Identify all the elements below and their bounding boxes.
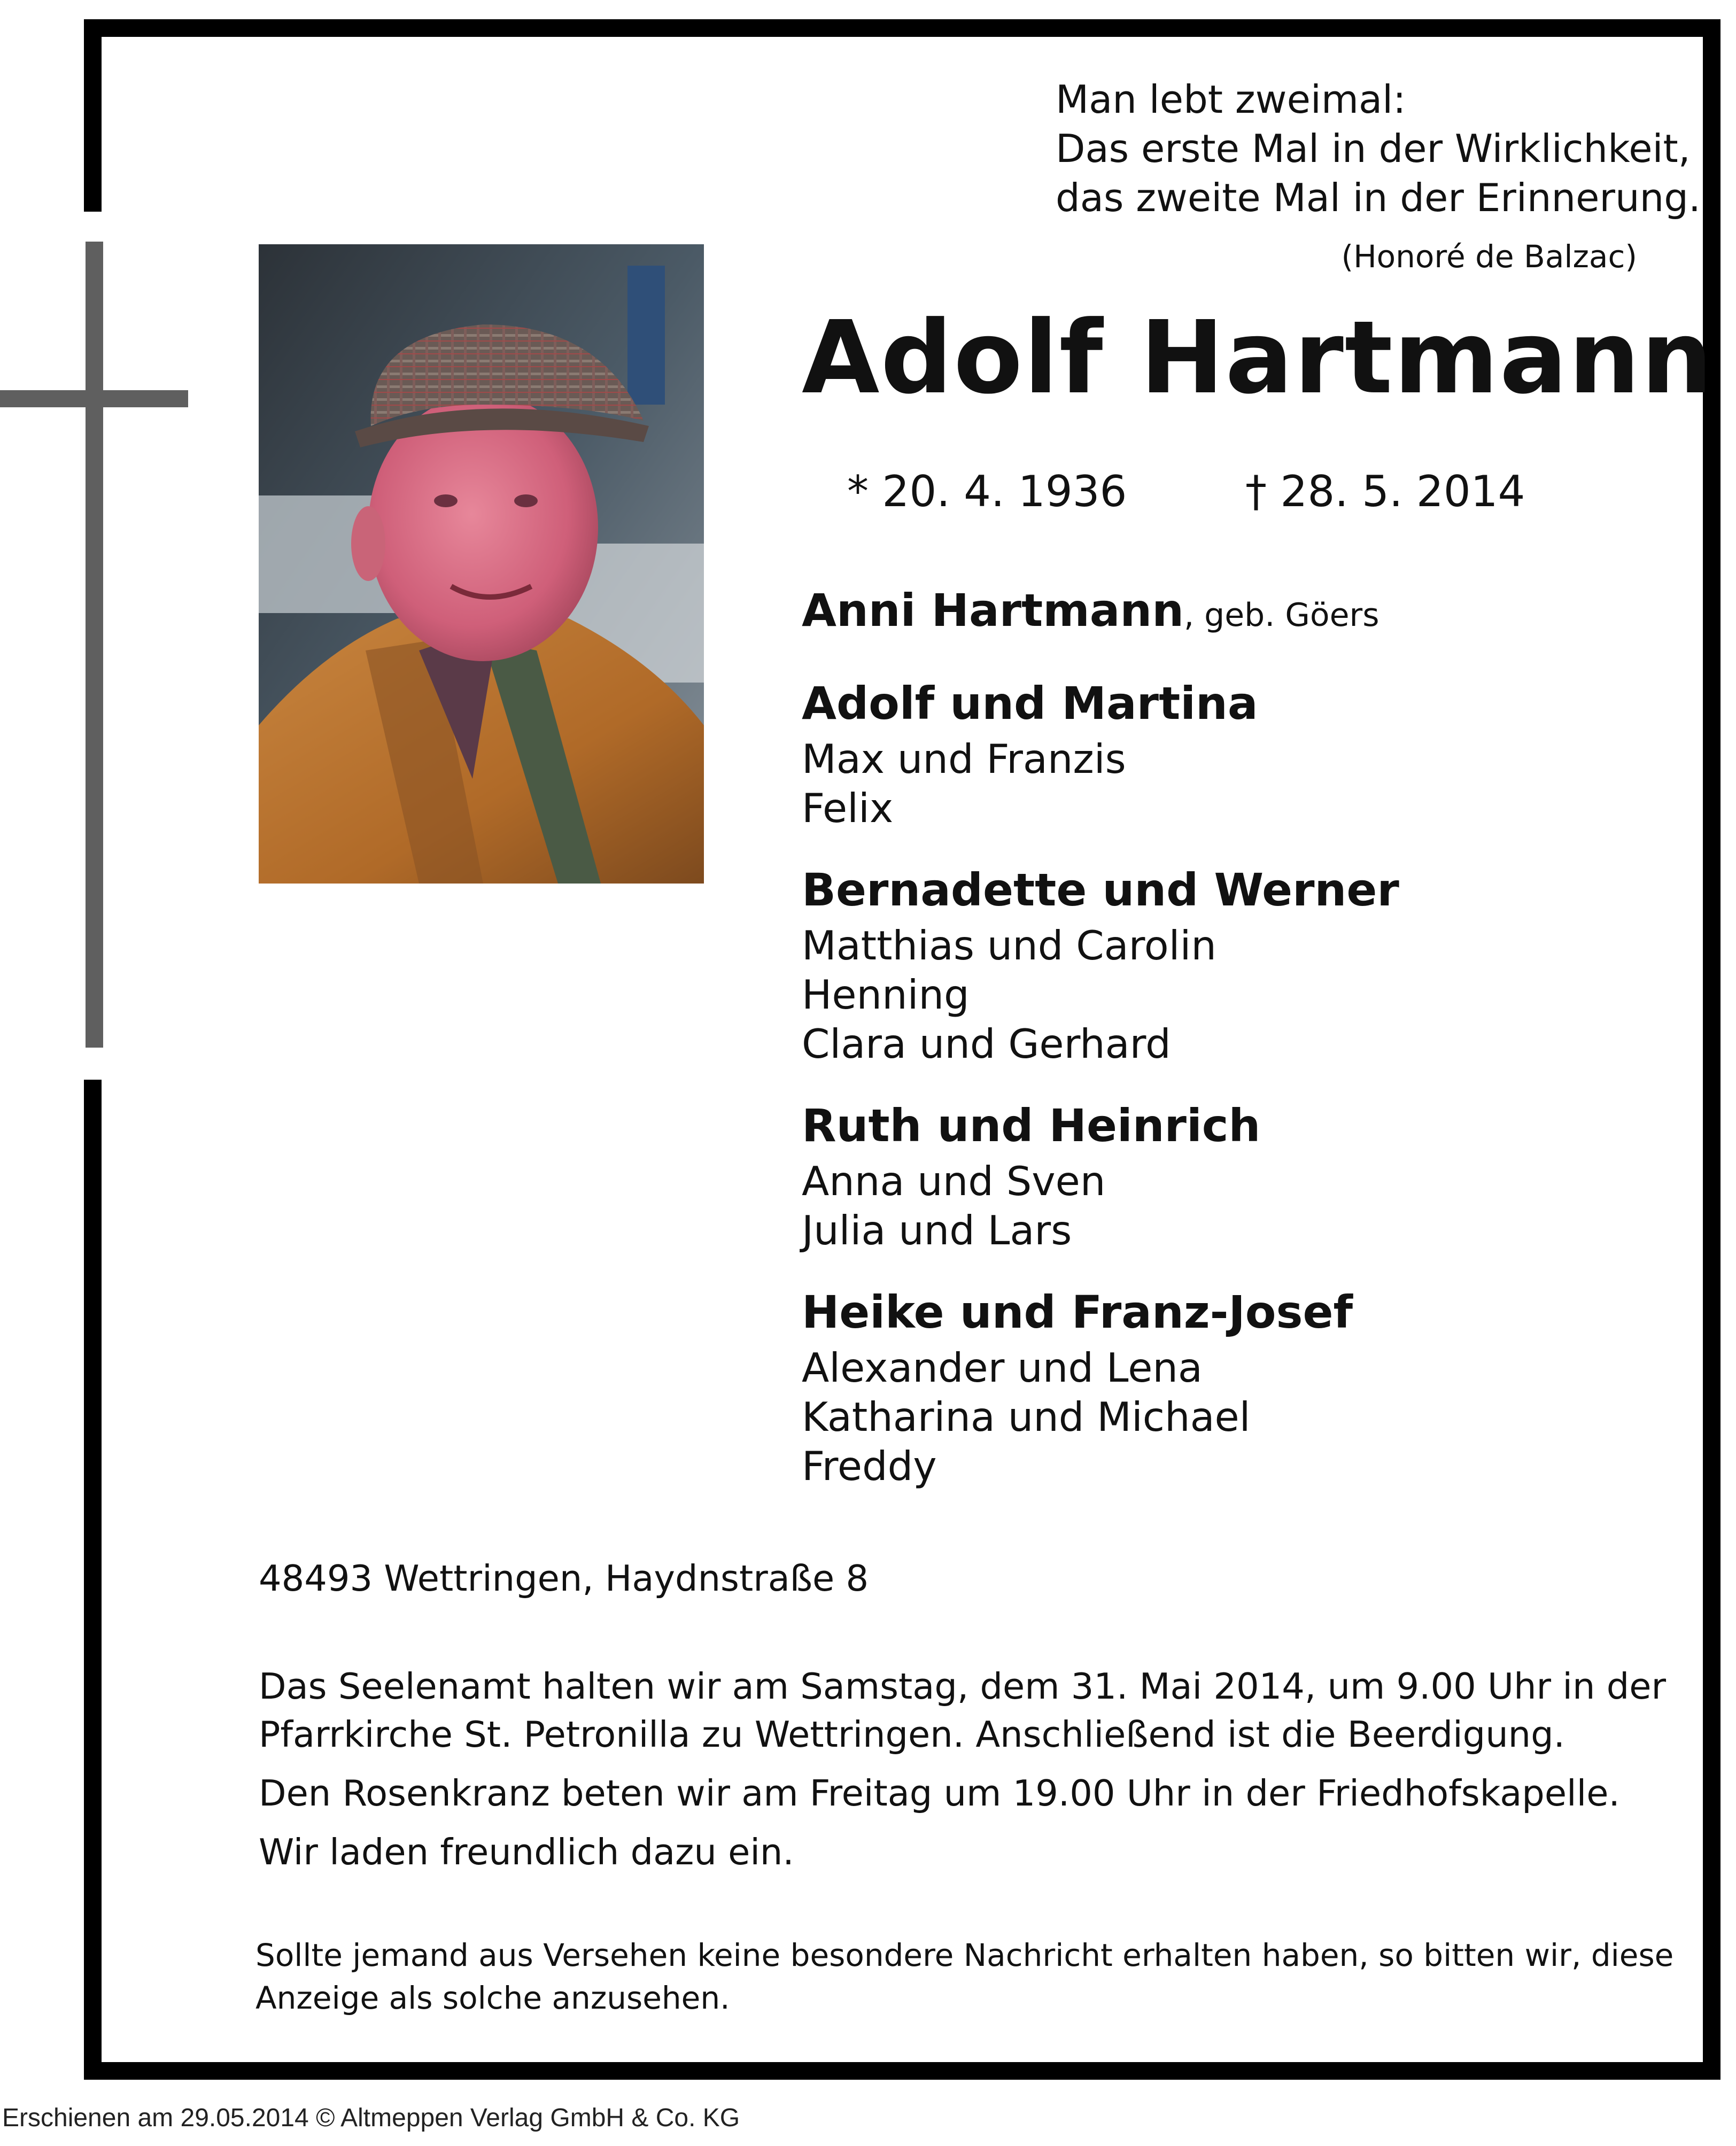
quote-line: Das erste Mal in der Wirklichkeit, [1056, 126, 1691, 171]
frame-top-border [84, 19, 1720, 37]
mass-info [259, 1662, 1670, 1758]
quote-author: (Honoré de Balzac) [1341, 238, 1637, 275]
family-group-head: Adolf und Martina [802, 677, 1258, 730]
family-group-head: Bernadette und Werner [802, 864, 1399, 916]
family-list [802, 580, 1657, 1517]
family-member: Felix [802, 785, 894, 832]
family-group-head: Heike und Franz-Josef [802, 1286, 1353, 1338]
family-group [802, 1095, 1657, 1255]
quote-line: Man lebt zweimal: [1056, 77, 1406, 122]
family-member: Katharina und Michael [802, 1393, 1251, 1440]
invitation-line: Wir laden freundlich dazu ein. [259, 1831, 794, 1873]
address: 48493 Wettringen, Haydnstraße 8 [259, 1558, 869, 1599]
family-group [802, 859, 1657, 1068]
notice-line: Sollte jemand aus Versehen keine besondere Nachricht erhalten haben, so bitten wir, diese [255, 1937, 1674, 1973]
widow [802, 580, 1657, 646]
widow-name: Anni Hartmann [802, 584, 1184, 637]
mass-info-line: Das Seelenamt halten wir am Samstag, dem 31. Mai 2014, um 9.00 Uhr in der [259, 1665, 1667, 1707]
cross-icon-horizontal-bar [0, 390, 188, 407]
rosary-info-line: Den Rosenkranz beten wir am Freitag um 19.00 Uhr in der Friedhofskapelle. [259, 1772, 1620, 1814]
frame-bottom-border [84, 2062, 1720, 2080]
family-member: Freddy [802, 1443, 937, 1490]
family-group-head: Ruth und Heinrich [802, 1099, 1261, 1152]
cross-icon-vertical-bar [86, 242, 103, 1048]
deceased-name: Adolf Hartmann [802, 299, 1714, 416]
family-group [802, 1282, 1657, 1491]
family-member: Henning [802, 971, 970, 1018]
mass-info-line: Pfarrkirche St. Petronilla zu Wettringen. Anschließend ist die Beerdigung. [259, 1714, 1565, 1755]
portrait-photo [259, 244, 704, 884]
quote [1056, 75, 1701, 222]
quote-line: das zweite Mal in der Erinnerung. [1056, 175, 1701, 220]
family-member: Anna und Sven [802, 1158, 1106, 1205]
family-member: Clara und Gerhard [802, 1020, 1171, 1067]
rosary-info [259, 1769, 1670, 1817]
death-date: † 28. 5. 2014 [1245, 467, 1525, 516]
notice [255, 1934, 1677, 2019]
family-member: Matthias und Carolin [802, 922, 1216, 969]
notice-line: Anzeige als solche anzusehen. [255, 1980, 730, 2016]
family-group [802, 673, 1657, 833]
family-member: Max und Franzis [802, 735, 1126, 783]
birth-date: * 20. 4. 1936 [847, 467, 1127, 516]
invitation [259, 1828, 1670, 1876]
frame-left-border-upper [84, 19, 102, 212]
widow-maiden-name: , geb. Göers [1184, 596, 1380, 634]
frame-left-border-lower [84, 1080, 102, 2080]
service-info [259, 1662, 1670, 1887]
family-member: Julia und Lars [802, 1207, 1072, 1254]
family-member: Alexander und Lena [802, 1344, 1203, 1391]
publication-footer: Erschienen am 29.05.2014 © Altmeppen Verlag GmbH & Co. KG [2, 2104, 740, 2132]
